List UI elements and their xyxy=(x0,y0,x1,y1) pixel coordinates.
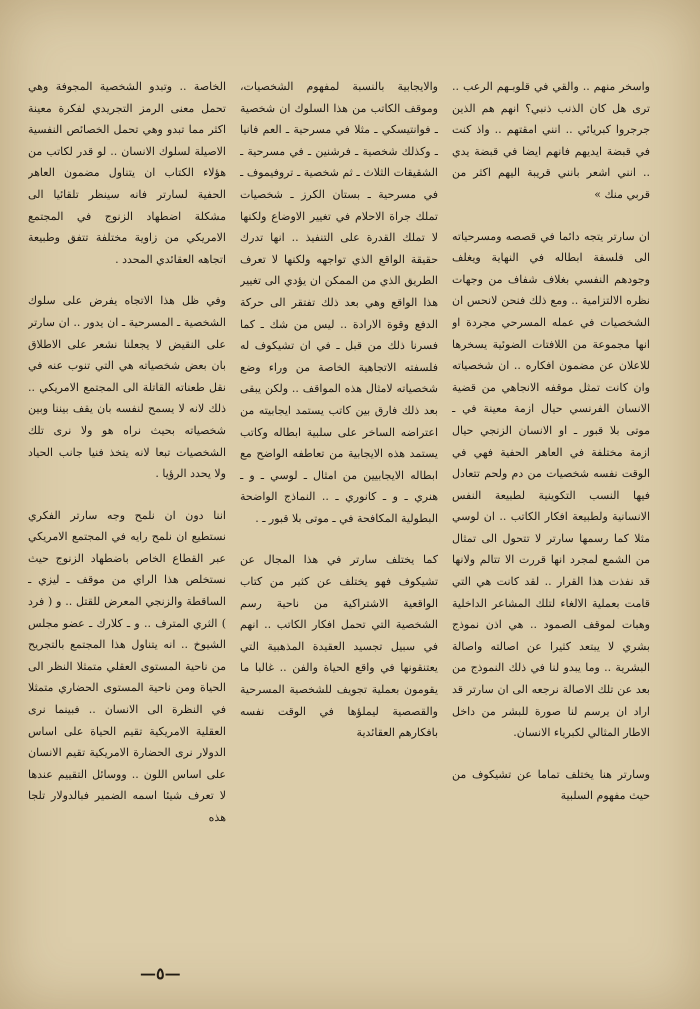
text-column-right xyxy=(452,76,650,946)
paragraph: ان سارتر يتجه دائما في قصصه ومسرحياته الى فلسفة ابطاله في النهاية ويغلف وجودهم النفسي بغلاف شفاف من وجهات نظره الالتزامية .. ومع ذلك فنحن لانحس ان الشخصيات في عمله المسرحي مجردة او انها مجموعة من اللافتات الضوئية يسخرها للاعلان عن مضمون افكاره .. ان شخصياته وان كانت تمثل موقفه الانجاهي من قضية الانسان الفرنسي حيال ازمة معينة في ـ موتى بلا قبور ـ او الانسان الزنجي حيال ازمة مختلفة في العاهر الحفية فهي في الوقت نفسه شخصيات من دم ولحم تتعادل فيها النسب التكوينية لطبيعة النفس الانسانية ولطبيعة افكار الكاتب .. ان لوسي مثلا كما رسمها سارتر لا تتحول الى تمثال من الشمع لمجرد انها قررت الا تتالم ولانها قد نفذت هذا القرار .. لقد كانت هي التي قامت بعملية الالغاء لتلك المشاعر الداخلية وهبات لموقف الصمود .. هي اذن نموذج بشري لا يبتعد كثيرا عن اصالته واصالة البشرية .. وما يبدو لنا في ذلك النموذج من بعد عن تلك الاصالة نرجعه الى ان سارتر قد اراد ان يرسم لنا صورة للبشر من داخل الاطار المثالي لكبرياء الانسان. xyxy=(452,229,650,740)
page-number: —٥— xyxy=(140,964,181,983)
paragraph: والايجابية بالنسبة لمفهوم الشخصيات، وموقف الكاتب من هذا السلوك ان شخصية ـ فوانتيسكي ـ مثلا في مسرحية ـ العم فانيا ـ وكذلك شخصية ـ فرشنين ـ في مسرحية ـ الشقيقات الثلاث ـ ثم شخصية ـ تروفيموف ـ في مسرحية ـ بستان الكرز ـ شخصيات تملك جراة الاحلام في تغيير الاوضاع ولكنها لا تملك القدرة على التنفيذ .. انها تدرك حقيقة الواقع الذي تواجهه ولكنها لا تعرف الطريق الذي من الممكن ان يؤدي الى تغيير هذا الواقع وهي بعد ذلك تفتقر الى حركة الدفع وقوة الارادة .. ليس من شك ـ كما فسرنا ذلك من قبل ـ في ان تشيكوف له فلسفته الاتجاهية الخاصة من وراء وضع شخصياته لامثال هذه المواقف .. ولكن يبقى بعد ذلك فارق بين كاتب يستمد ايجابيته من اعتراضه الساخر على سلبية ابطاله وكاتب يستمد هذه الايجابية من تعاطفه الواضح مع ابطاله الايجابيين من امثال ـ لوسي ـ و ـ هنري ـ و ـ كانوري ـ .. النماذج الواضحة البطولية المكافحة في ـ موتى بلا قبور ـ . xyxy=(240,80,438,525)
paragraph: وسارتر هنا يختلف تماما عن تشيكوف من حيث مفهوم السلبية xyxy=(452,767,650,803)
text-column-left xyxy=(28,76,226,946)
paragraph: الخاصة .. وتبدو الشخصية المجوفة وهي تحمل معنى الرمز التجريدي لفكرة معينة اكثر مما تبدو وهي تحمل الخصائص النفسية الاصيلة لسلوك الانسان .. لو قدر لكاتب من هؤلاء الكتاب ان يتناول مضمون العاهر الحفية لسارتر فانه سينظر تلقائيا الى مشكلة اضطهاد الزنوج في المجتمع الامريكي من زاوية مختلفة تتفق وطبيعة اتجاهه العقائدي المحدد . xyxy=(28,80,226,266)
paragraph: واسخر منهم .. والقي في قلوبـهم الرعب .. ترى هل كان الذنب ذنبي؟ انهم هم الذين جرجروا كبريائي .. انني امقتهم .. واذ كنت في قبضة ايديهم فانهم ايضا في قبضة يدي .. انني اشعر بانني قريبة اليهم اكثر من قربي منك » xyxy=(452,80,650,201)
paragraph: اننا دون ان نلمح وجه سارتر الفكري نستطيع ان نلمح رايه في المجتمع الامريكي عبر القطاع الخاص باضطهاد الزنوج حيث نستخلص هذا الراي من موقف ـ ليزي ـ الساقطة والزنجي المعرض للقتل .. و ( فرد ) الثري المترف .. و ـ كلارك ـ عضو مجلس الشيوخ .. انه يتناول هذا المجتمع بالتجريح من ناحية المستوى العقلي متمثلا النظر الى الحياة ومن ناحية المستوى الحضاري متمثلا في النظرة الى الانسان .. فبينما نرى العقلية الامريكية تقيم الحياة على اساس الدولار نرى الحضارة الامريكية تقيم الانسان على اساس اللون .. ووسائل التقييم عندها لا تعرف شيئا اسمه الضمير فبالدولار تلجا هذه xyxy=(28,508,226,824)
paragraph: كما يختلف سارتر في هذا المجال عن تشيكوف فهو يختلف عن كثير من كتاب الواقعية الاشتراكية من ناحية رسم الشخصية التي تحمل افكار الكاتب .. انهم في سبيل تجسيد العقيدة المذهبية التي يعتنقونها في واقع الحياة والفن .. غالبا ما يقومون بعملية تجويف للشخصية المسرحية والقصصية ليملؤها في الوقت نفسه بافكارهم العقائدية xyxy=(240,553,438,740)
text-column-middle xyxy=(240,76,438,946)
paragraph: وفي ظل هذا الاتجاه يفرض على سلوك الشخصية ـ المسرحية ـ ان يدور .. ان سارتر على النقيض لا يجعلنا نشعر على الاطلاق بان بعض شخصياته هي التي تنوب عنه في نقل طعناته القاتلة الى المجتمع الامريكي .. ذلك لانه لا يسمح لنفسه بان يقف بيننا وبين شخصياته بحيث نراه هو ولا نرى تلك الشخصيات تبعا لانه يتخذ فنيا جانب الحياد ولا يحدد الرؤيا . xyxy=(28,294,226,481)
